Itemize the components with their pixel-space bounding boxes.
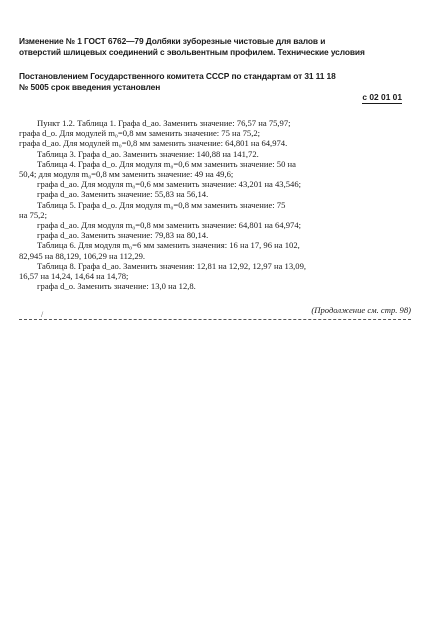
stray-mark: /	[41, 310, 44, 319]
amendment-body	[19, 118, 411, 291]
text-line: Таблица 5. Графа d_o. Для модуля m₀=0,8 мм заменить значение: 75	[37, 199, 286, 210]
text-line: 82,945 на 88,129, 106,29 на 112,29.	[19, 250, 146, 261]
text-line: 16,57 на 14,24, 14,64 на 14,78;	[19, 271, 129, 282]
decree-text	[19, 71, 403, 92]
effective-date: с 02 01 01	[362, 92, 402, 102]
continuation-note: (Продолжение см. стр. 98)	[311, 305, 411, 315]
text-line: Пункт 1.2. Таблица 1. Графа d_ao. Заменить значение: 76,57 на 75,97;	[37, 118, 291, 128]
heading-line-2: отверстий шлицевых соединений с эвольвентным профилем. Технические условия	[19, 46, 365, 57]
text-line: графа d_ao. Для модуля m₀=0,6 мм заменить значение: 43,201 на 43,546;	[37, 179, 302, 190]
heading-line-1: Изменение № 1 ГОСТ 6762—79 Долбяки зуборезные чистовые для валов и	[19, 36, 326, 46]
text-line: Таблица 3. Графа d_ao. Заменить значение: 140,88 на 141,72.	[37, 148, 259, 159]
text-line: графа d_ao. Заменить значение: 55,83 на 56,14.	[37, 189, 209, 200]
footer-rule	[19, 319, 411, 320]
amendment-heading	[19, 36, 403, 57]
text-line: 50,4; для модуля m₀=0,8 мм заменить значение: 49 на 49,6;	[19, 169, 234, 180]
decree-line-2: № 5005 срок введения установлен	[19, 81, 161, 92]
decree-line-1: Постановлением Государственного комитета СССР по стандартам от 31 11 18	[19, 71, 336, 81]
text-line: Таблица 4. Графа d_o. Для модуля m₀=0,6 мм заменить значение: 50 на	[37, 158, 296, 169]
text-line: графа d_ao. Заменить значение: 79,83 на 80,14.	[37, 230, 209, 241]
text-line: графа d_ao. Для модуля m₀=0,8 мм заменить значение: 64,801 на 64,974;	[37, 220, 302, 231]
text-line: графа d_o. Заменить значение: 13,0 на 12,8.	[37, 281, 196, 292]
text-line: на 75,2;	[19, 209, 47, 220]
text-line: графа d_ao. Для модулей m₀=0,8 мм заменить значение: 64,801 на 64,974.	[19, 138, 288, 149]
text-line: графа d_o. Для модулей m₀=0,8 мм заменить значение: 75 на 75,2;	[19, 128, 261, 139]
text-line: Таблица 6. Для модуля m₀=6 мм заменить значения: 16 на 17, 96 на 102,	[37, 240, 300, 251]
text-line: Таблица 8. Графа d_ao. Заменить значения: 12,81 на 12,92, 12,97 на 13,09,	[37, 260, 307, 271]
